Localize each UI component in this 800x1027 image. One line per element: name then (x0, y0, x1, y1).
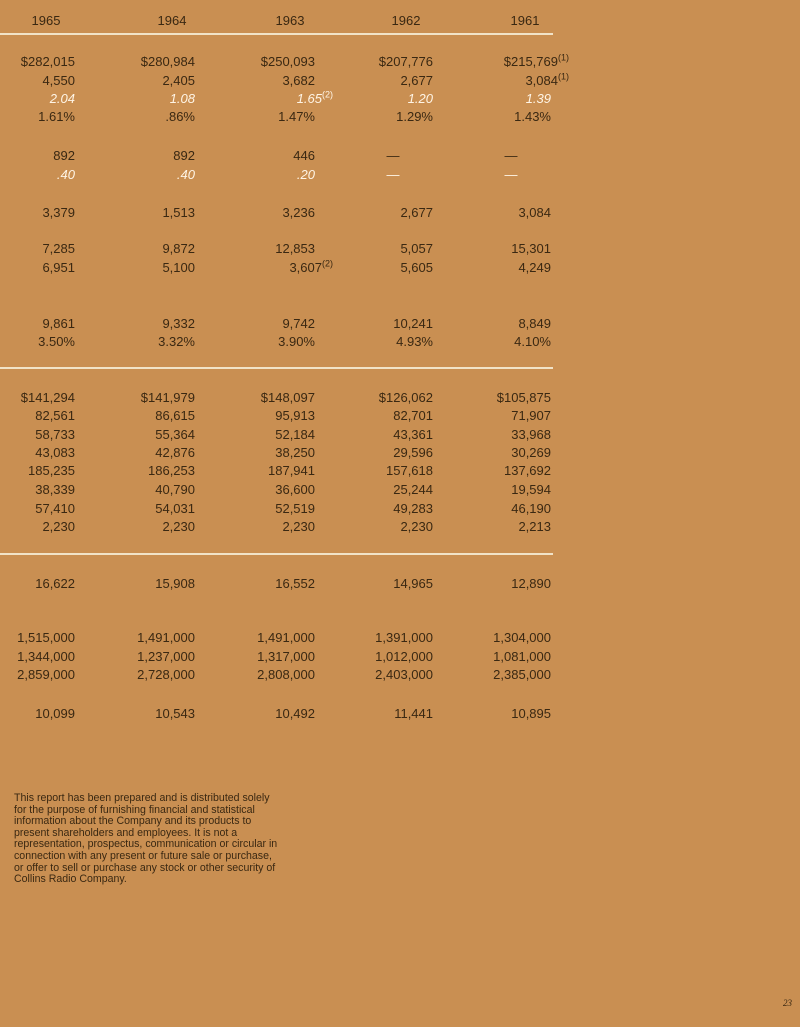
table-cell-1961 (471, 463, 551, 478)
cell-value: 1,344,000 (17, 649, 75, 664)
table-cell-1964 (115, 463, 195, 478)
disclaimer-footnote: This report has been prepared and is distributed solely for the purpose of furnishing financial and statistical information about the Company and its products to present shareholders and employees. It is not a representation, prospectus, communication or circular in connection with any present or future sale or purchase, or offer to sell or purchase any stock or other security of Collins Radio Company. (14, 792, 278, 886)
header-rule (0, 33, 553, 35)
table-cell-1963 (235, 445, 315, 460)
table-cell-1964 (115, 167, 195, 182)
table-cell-1963 (235, 630, 315, 645)
table-cell-1964 (115, 576, 195, 591)
table-cell-1962 (353, 73, 433, 88)
cell-value: 3,236 (282, 205, 315, 220)
table-cell-1964 (115, 148, 195, 163)
table-row (0, 205, 800, 223)
footnote-marker: (1) (558, 52, 569, 63)
table-row (0, 148, 800, 166)
table-cell-1962 (353, 241, 433, 256)
cell-value: 52,184 (275, 427, 315, 442)
cell-value: 2,230 (282, 519, 315, 534)
table-cell-1961 (489, 54, 569, 69)
table-row (0, 706, 800, 724)
table-cell-1962 (353, 482, 433, 497)
table-cell-1961 (471, 649, 551, 664)
table-cell-1962 (353, 667, 433, 682)
cell-value: 2.04 (49, 91, 75, 106)
table-row (0, 167, 800, 185)
cell-value: 58,733 (35, 427, 75, 442)
table-cell-1965 (0, 706, 75, 721)
cell-value: 9,872 (162, 241, 195, 256)
table-cell-1962 (353, 91, 433, 106)
cell-value: 1.39 (525, 91, 551, 106)
table-cell-1965 (0, 463, 75, 478)
cell-value: 11,441 (394, 706, 433, 721)
cell-value: 7,285 (42, 241, 75, 256)
cell-value: 137,692 (504, 463, 551, 478)
table-cell-1962 (353, 260, 433, 275)
table-cell-1962 (353, 109, 433, 124)
table-cell-1964 (115, 334, 195, 349)
table-cell-1961 (471, 260, 551, 275)
cell-value: 4.10% (514, 334, 551, 349)
year-header-1961: 1961 (510, 13, 540, 28)
table-cell-1963 (253, 260, 333, 275)
table-cell-1962 (353, 390, 433, 405)
cell-value: $141,294 (20, 390, 75, 405)
year-header-1963: 1963 (275, 13, 305, 28)
cell-value: $207,776 (378, 54, 433, 69)
section-rule-balance (0, 367, 553, 369)
table-cell-1964 (115, 316, 195, 331)
cell-value: 16,552 (275, 576, 315, 591)
cell-value: 25,244 (393, 482, 433, 497)
section-rule-other (0, 553, 553, 555)
table-cell-1965 (0, 390, 75, 405)
table-row (0, 334, 800, 352)
cell-value: 2,405 (162, 73, 195, 88)
cell-value: 10,099 (35, 706, 75, 721)
table-cell-1963 (235, 501, 315, 516)
table-cell-1963 (235, 241, 315, 256)
table-cell-1963 (235, 463, 315, 478)
table-row (0, 463, 800, 481)
table-cell-1965 (0, 73, 75, 88)
table-cell-1964 (115, 445, 195, 460)
cell-value: 4,249 (518, 260, 551, 275)
table-cell-1962 (353, 706, 433, 721)
cell-value: $148,097 (260, 390, 315, 405)
cell-value: 1,391,000 (375, 630, 433, 645)
cell-value: 5,100 (162, 260, 195, 275)
cell-value: $141,979 (140, 390, 195, 405)
cell-value: 10,543 (155, 706, 195, 721)
cell-value: 3,607 (289, 260, 322, 275)
table-row (0, 54, 800, 72)
table-cell-1964 (115, 91, 195, 106)
cell-value: .20 (296, 167, 315, 182)
cell-value: 43,361 (393, 427, 433, 442)
cell-value: 57,410 (35, 501, 75, 516)
table-row (0, 519, 800, 537)
cell-value: 43,083 (35, 445, 75, 460)
table-cell-1964 (115, 649, 195, 664)
table-cell-1961 (471, 167, 551, 182)
table-cell-1962 (353, 463, 433, 478)
table-cell-1961 (471, 408, 551, 423)
cell-value: 1,513 (162, 205, 195, 220)
footnote-marker: (2) (322, 258, 333, 269)
table-cell-1961 (471, 148, 551, 163)
table-cell-1961 (471, 390, 551, 405)
table-cell-1964 (115, 519, 195, 534)
table-cell-1965 (0, 316, 75, 331)
table-cell-1962 (353, 408, 433, 423)
year-header-1964: 1964 (157, 13, 187, 28)
cell-value: 82,561 (35, 408, 75, 423)
table-cell-1964 (115, 427, 195, 442)
table-cell-1961 (471, 576, 551, 591)
table-cell-1964 (115, 205, 195, 220)
table-row (0, 667, 800, 685)
table-cell-1965 (0, 334, 75, 349)
table-row (0, 501, 800, 519)
cell-value: 157,618 (386, 463, 433, 478)
cell-value: 1,491,000 (257, 630, 315, 645)
table-cell-1962 (353, 576, 433, 591)
table-cell-1962 (353, 167, 433, 182)
cell-value: 3,084 (518, 205, 551, 220)
table-cell-1963 (235, 390, 315, 405)
table-cell-1965 (0, 427, 75, 442)
cell-value: 186,253 (148, 463, 195, 478)
cell-value: 1.20 (407, 91, 433, 106)
cell-value: 8,849 (518, 316, 551, 331)
cell-value: 3.90% (278, 334, 315, 349)
table-cell-1961 (471, 667, 551, 682)
cell-value: 2,728,000 (137, 667, 195, 682)
table-cell-1963 (235, 408, 315, 423)
cell-value: 4,550 (42, 73, 75, 88)
table-cell-1964 (115, 54, 195, 69)
cell-value: 1,237,000 (137, 649, 195, 664)
cell-value: 71,907 (511, 408, 551, 423)
cell-value: 1,012,000 (375, 649, 433, 664)
table-cell-1961 (471, 205, 551, 220)
table-cell-1962 (353, 519, 433, 534)
table-cell-1961 (471, 630, 551, 645)
table-cell-1961 (471, 445, 551, 460)
table-cell-1963 (235, 73, 315, 88)
table-cell-1964 (115, 630, 195, 645)
cell-value: 82,701 (393, 408, 433, 423)
cell-value: 10,492 (275, 706, 315, 721)
cell-value: 3.50% (38, 334, 75, 349)
cell-value: 33,968 (511, 427, 551, 442)
table-cell-1965 (0, 167, 75, 182)
cell-value: 54,031 (155, 501, 195, 516)
cell-value: .86% (165, 109, 195, 124)
table-cell-1964 (115, 390, 195, 405)
table-row (0, 109, 800, 127)
table-cell-1963 (235, 482, 315, 497)
cell-value: 9,332 (162, 316, 195, 331)
cell-value: — (504, 167, 518, 182)
cell-value: 52,519 (275, 501, 315, 516)
cell-value: 1,491,000 (137, 630, 195, 645)
cell-value: 187,941 (268, 463, 315, 478)
table-cell-1965 (0, 205, 75, 220)
table-cell-1964 (115, 667, 195, 682)
cell-value: .40 (176, 167, 195, 182)
table-cell-1961 (471, 241, 551, 256)
cell-value: 1,081,000 (493, 649, 551, 664)
cell-value: 4.93% (396, 334, 433, 349)
cell-value: 12,890 (511, 576, 551, 591)
cell-value: 9,861 (42, 316, 75, 331)
cell-value: 2,230 (400, 519, 433, 534)
table-cell-1965 (0, 630, 75, 645)
cell-value: 30,269 (511, 445, 551, 460)
cell-value: 446 (293, 148, 315, 163)
cell-value: 16,622 (35, 576, 75, 591)
cell-value: $105,875 (496, 390, 551, 405)
cell-value: .40 (56, 167, 75, 182)
cell-value: 38,250 (275, 445, 315, 460)
cell-value: 2,677 (400, 73, 433, 88)
table-cell-1963 (235, 205, 315, 220)
cell-value: 95,913 (275, 408, 315, 423)
cell-value: 2,230 (162, 519, 195, 534)
table-cell-1963 (235, 706, 315, 721)
table-cell-1965 (0, 148, 75, 163)
cell-value: 2,403,000 (375, 667, 433, 682)
table-cell-1965 (0, 519, 75, 534)
table-cell-1963 (235, 649, 315, 664)
table-cell-1962 (353, 501, 433, 516)
table-cell-1963 (235, 519, 315, 534)
table-cell-1961 (471, 427, 551, 442)
cell-value: 2,677 (400, 205, 433, 220)
cell-value: 36,600 (275, 482, 315, 497)
table-cell-1962 (353, 630, 433, 645)
table-row (0, 390, 800, 408)
cell-value: $280,984 (140, 54, 195, 69)
table-cell-1963 (235, 167, 315, 182)
table-cell-1963 (235, 334, 315, 349)
cell-value: 2,213 (518, 519, 551, 534)
table-cell-1965 (0, 576, 75, 591)
cell-value: 1.08 (169, 91, 195, 106)
table-cell-1961 (471, 519, 551, 534)
table-row (0, 482, 800, 500)
table-row (0, 316, 800, 334)
table-cell-1962 (353, 54, 433, 69)
cell-value: 9,742 (282, 316, 315, 331)
cell-value: 1.43% (514, 109, 551, 124)
cell-value: 15,908 (155, 576, 195, 591)
cell-value: 38,339 (35, 482, 75, 497)
cell-value: 185,235 (28, 463, 75, 478)
cell-value: 3,379 (42, 205, 75, 220)
cell-value: 42,876 (155, 445, 195, 460)
footnote-marker: (2) (322, 89, 333, 100)
cell-value: 19,594 (511, 482, 551, 497)
table-cell-1961 (471, 706, 551, 721)
table-cell-1965 (0, 91, 75, 106)
table-cell-1962 (353, 445, 433, 460)
table-cell-1964 (115, 241, 195, 256)
cell-value: 15,301 (511, 241, 551, 256)
cell-value: 2,385,000 (493, 667, 551, 682)
cell-value: 49,283 (393, 501, 433, 516)
table-cell-1962 (353, 649, 433, 664)
cell-value: 2,859,000 (17, 667, 75, 682)
cell-value: 10,241 (393, 316, 433, 331)
table-row (0, 91, 800, 109)
table-cell-1962 (353, 427, 433, 442)
cell-value: 1,304,000 (493, 630, 551, 645)
cell-value: $215,769 (503, 54, 558, 69)
table-cell-1962 (353, 334, 433, 349)
cell-value: 5,605 (400, 260, 433, 275)
cell-value: 86,615 (155, 408, 195, 423)
table-cell-1963 (235, 427, 315, 442)
table-row (0, 445, 800, 463)
table-cell-1963 (235, 54, 315, 69)
table-cell-1965 (0, 501, 75, 516)
year-header-1962: 1962 (391, 13, 421, 28)
table-cell-1964 (115, 109, 195, 124)
cell-value: $126,062 (378, 390, 433, 405)
cell-value: 55,364 (155, 427, 195, 442)
cell-value: 46,190 (511, 501, 551, 516)
cell-value: 3,682 (282, 73, 315, 88)
table-cell-1964 (115, 408, 195, 423)
table-cell-1963 (235, 109, 315, 124)
cell-value: 1.47% (278, 109, 315, 124)
cell-value: 6,951 (42, 260, 75, 275)
table-cell-1961 (471, 91, 551, 106)
table-row (0, 630, 800, 648)
table-cell-1961 (471, 109, 551, 124)
cell-value: 14,965 (393, 576, 433, 591)
table-cell-1965 (0, 408, 75, 423)
cell-value: 12,853 (275, 241, 315, 256)
table-cell-1962 (353, 205, 433, 220)
table-cell-1965 (0, 260, 75, 275)
table-cell-1964 (115, 482, 195, 497)
table-cell-1962 (353, 148, 433, 163)
cell-value: 3,084 (525, 73, 558, 88)
year-header-1965: 1965 (31, 13, 61, 28)
table-cell-1961 (471, 334, 551, 349)
table-cell-1961 (471, 501, 551, 516)
cell-value: 892 (53, 148, 75, 163)
table-cell-1963 (235, 667, 315, 682)
cell-value: $250,093 (260, 54, 315, 69)
table-row (0, 649, 800, 667)
table-row (0, 576, 800, 594)
cell-value: 10,895 (511, 706, 551, 721)
cell-value: 1.61% (38, 109, 75, 124)
page-number: 23 (783, 998, 792, 1008)
table-cell-1965 (0, 54, 75, 69)
table-cell-1965 (0, 445, 75, 460)
table-row (0, 241, 800, 259)
table-cell-1964 (115, 501, 195, 516)
cell-value: 29,596 (393, 445, 433, 460)
cell-value: 2,230 (42, 519, 75, 534)
table-cell-1964 (115, 260, 195, 275)
table-cell-1963 (253, 91, 333, 106)
table-cell-1963 (235, 148, 315, 163)
table-cell-1964 (115, 73, 195, 88)
table-cell-1965 (0, 109, 75, 124)
cell-value: 5,057 (400, 241, 433, 256)
table-cell-1964 (115, 706, 195, 721)
cell-value: — (386, 167, 400, 182)
table-row (0, 73, 800, 91)
footnote-marker: (1) (558, 71, 569, 82)
table-cell-1962 (353, 316, 433, 331)
cell-value: 1.65 (296, 91, 322, 106)
cell-value: — (386, 148, 400, 163)
table-cell-1961 (489, 73, 569, 88)
table-row (0, 427, 800, 445)
cell-value: 892 (173, 148, 195, 163)
cell-value: 1.29% (396, 109, 433, 124)
table-cell-1965 (0, 482, 75, 497)
table-cell-1963 (235, 316, 315, 331)
table-cell-1961 (471, 316, 551, 331)
table-cell-1961 (471, 482, 551, 497)
table-cell-1965 (0, 667, 75, 682)
table-cell-1965 (0, 649, 75, 664)
cell-value: 1,317,000 (257, 649, 315, 664)
table-row (0, 260, 800, 278)
cell-value: 40,790 (155, 482, 195, 497)
table-cell-1963 (235, 576, 315, 591)
cell-value: — (504, 148, 518, 163)
cell-value: 1,515,000 (17, 630, 75, 645)
cell-value: 2,808,000 (257, 667, 315, 682)
table-cell-1965 (0, 241, 75, 256)
cell-value: 3.32% (158, 334, 195, 349)
table-row (0, 408, 800, 426)
cell-value: $282,015 (20, 54, 75, 69)
